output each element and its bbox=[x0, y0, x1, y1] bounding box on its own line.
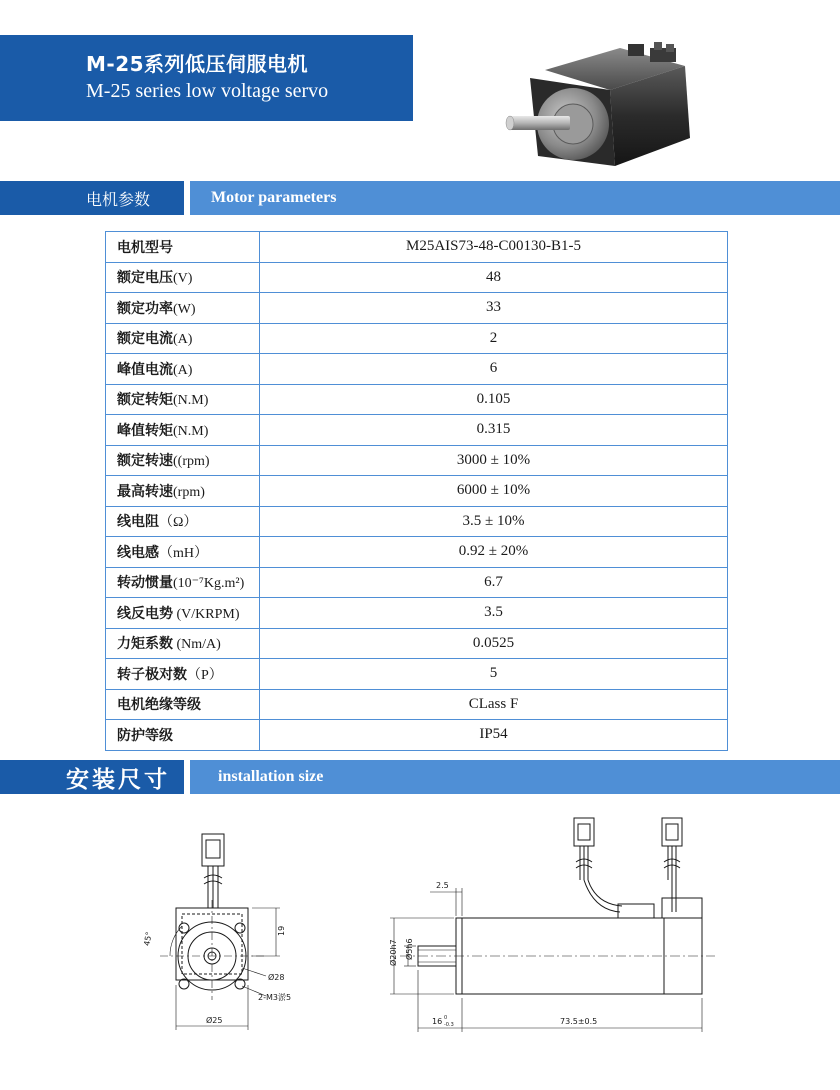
param-label bbox=[106, 506, 260, 537]
param-value: IP54 bbox=[260, 720, 728, 751]
param-label bbox=[106, 354, 260, 385]
table-row bbox=[106, 262, 728, 293]
param-name: 最高转速 bbox=[117, 483, 173, 500]
param-name: 额定电流 bbox=[117, 331, 173, 348]
param-name: 电机型号 bbox=[117, 239, 173, 256]
table-row bbox=[106, 384, 728, 415]
param-unit: （P） bbox=[187, 667, 223, 683]
param-name: 额定电压 bbox=[117, 270, 173, 287]
param-name: 防护等级 bbox=[117, 727, 173, 744]
param-unit: (W) bbox=[173, 301, 196, 317]
param-value: 0.315 bbox=[260, 415, 728, 446]
table-row bbox=[106, 354, 728, 385]
dim-holes-label: 2-M3淤5 bbox=[258, 993, 292, 1002]
param-label bbox=[106, 262, 260, 293]
dim-shaft-tol-lower: -0.3 bbox=[444, 1022, 454, 1028]
param-value: 6.7 bbox=[260, 567, 728, 598]
param-value: 6000 ± 10% bbox=[260, 476, 728, 507]
param-name: 线电感 bbox=[117, 544, 159, 561]
section-title-en: Motor parameters bbox=[190, 181, 840, 215]
param-value: 3.5 ± 10% bbox=[260, 506, 728, 537]
param-label bbox=[106, 384, 260, 415]
param-name: 电机绝缘等级 bbox=[117, 697, 201, 714]
table-row bbox=[106, 323, 728, 354]
front-view-drawing bbox=[130, 820, 300, 1040]
param-label bbox=[106, 628, 260, 659]
table-row bbox=[106, 415, 728, 446]
dim-height-label: 19 bbox=[277, 925, 286, 936]
param-value: 6 bbox=[260, 354, 728, 385]
param-unit: (N.M) bbox=[173, 393, 209, 409]
dim-dia5-label: Ø5h6 bbox=[405, 938, 414, 960]
dim-width-label: Ø25 bbox=[206, 1016, 223, 1025]
param-value: 5 bbox=[260, 659, 728, 690]
param-value: CLass F bbox=[260, 689, 728, 720]
param-unit: (10⁻⁷Kg.m²) bbox=[173, 576, 245, 592]
table-row bbox=[106, 293, 728, 324]
param-value: 0.92 ± 20% bbox=[260, 537, 728, 568]
param-name: 力矩系数 bbox=[117, 636, 173, 653]
page-title-en: M-25 series low voltage servo bbox=[86, 80, 329, 102]
param-label bbox=[106, 689, 260, 720]
param-name: 转动惯量 bbox=[117, 575, 173, 592]
param-name: 额定功率 bbox=[117, 300, 173, 317]
motor-parameters-table bbox=[105, 231, 728, 751]
param-label bbox=[106, 537, 260, 568]
side-view-drawing bbox=[360, 800, 730, 1040]
table-row bbox=[106, 659, 728, 690]
dim-dia28-label: Ø28 bbox=[268, 973, 285, 982]
param-label bbox=[106, 445, 260, 476]
table-row bbox=[106, 598, 728, 629]
param-unit: （Ω） bbox=[159, 515, 198, 531]
param-name: 线电阻 bbox=[117, 514, 159, 531]
section-header-installation-size bbox=[0, 760, 840, 794]
section-title-en: installation size bbox=[190, 760, 840, 794]
dim-body-length-label: 73.5±0.5 bbox=[560, 1017, 598, 1026]
section-title-cn: 电机参数 bbox=[0, 181, 184, 215]
param-label bbox=[106, 232, 260, 263]
param-value: 0.105 bbox=[260, 384, 728, 415]
section-header-motor-parameters bbox=[0, 181, 840, 215]
param-label bbox=[106, 323, 260, 354]
param-unit: (A) bbox=[173, 362, 193, 378]
param-label bbox=[106, 598, 260, 629]
param-unit: ((rpm) bbox=[173, 454, 210, 470]
page-title-cn: M-25系列低压伺服电机 bbox=[86, 52, 309, 76]
table-row bbox=[106, 232, 728, 263]
param-value: 33 bbox=[260, 293, 728, 324]
dim-flange-label: 2.5 bbox=[436, 881, 449, 890]
param-value: 3000 ± 10% bbox=[260, 445, 728, 476]
param-label bbox=[106, 659, 260, 690]
param-name: 额定转矩 bbox=[117, 392, 173, 409]
param-value: M25AIS73-48-C00130-B1-5 bbox=[260, 232, 728, 263]
table-row bbox=[106, 537, 728, 568]
dim-dia20-label: Ø20h7 bbox=[389, 939, 398, 966]
dim-shaft-tol-upper: 0 bbox=[444, 1015, 448, 1021]
param-name: 转子极对数 bbox=[117, 666, 187, 683]
param-label bbox=[106, 476, 260, 507]
param-unit: (N.M) bbox=[173, 423, 209, 439]
param-unit: (A) bbox=[173, 332, 193, 348]
dim-shaft-length-label: 16 bbox=[432, 1017, 443, 1026]
param-unit: (V) bbox=[173, 271, 193, 287]
param-unit: (Nm/A) bbox=[173, 637, 221, 653]
table-row bbox=[106, 720, 728, 751]
param-name: 线反电势 bbox=[117, 605, 173, 622]
param-name: 峰值电流 bbox=[117, 361, 173, 378]
param-unit: (V/KRPM) bbox=[173, 606, 240, 622]
table-row bbox=[106, 445, 728, 476]
param-value: 2 bbox=[260, 323, 728, 354]
param-value: 3.5 bbox=[260, 598, 728, 629]
angle-label: 45° bbox=[142, 931, 154, 947]
param-value: 0.0525 bbox=[260, 628, 728, 659]
table-row bbox=[106, 476, 728, 507]
table-row bbox=[106, 689, 728, 720]
param-value: 48 bbox=[260, 262, 728, 293]
param-label bbox=[106, 415, 260, 446]
param-name: 峰值转矩 bbox=[117, 422, 173, 439]
param-unit: (rpm) bbox=[173, 484, 205, 500]
param-name: 额定转速 bbox=[117, 453, 173, 470]
param-label bbox=[106, 720, 260, 751]
table-row bbox=[106, 628, 728, 659]
table-row bbox=[106, 567, 728, 598]
param-label bbox=[106, 293, 260, 324]
param-unit: （mH） bbox=[159, 545, 208, 561]
param-label bbox=[106, 567, 260, 598]
section-title-cn: 安装尺寸 bbox=[0, 760, 184, 794]
motor-product-image bbox=[500, 38, 715, 178]
table-row bbox=[106, 506, 728, 537]
